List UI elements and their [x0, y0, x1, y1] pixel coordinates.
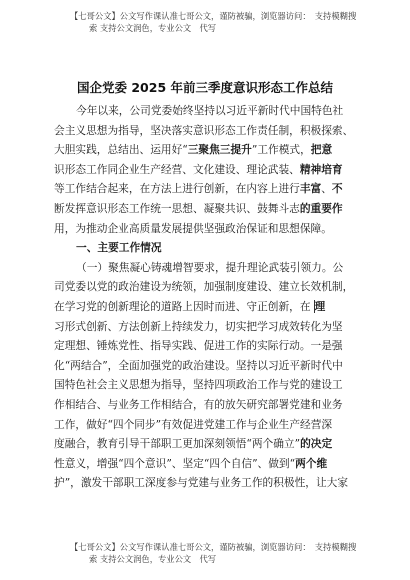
text-line: 护”，激发干部职工深度参与党建与业务工作的积极性，让大家 — [54, 476, 349, 490]
text-line: 用，为推动企业高质量发展提供坚强政治保证和思想保障。 — [54, 221, 332, 235]
text-line: 等工作结合起来，在方法上进行创新，在内容上进行丰富、不 — [54, 182, 343, 196]
document-title: 国企党委 2025 年前三季度意识形态工作总结 — [77, 80, 333, 95]
watermark-banner-top — [70, 11, 370, 34]
text-line: 作相结合、与业务工作相结合，有的放矢研究部署党建和业务 — [54, 397, 343, 411]
text-line: 化“两结合”，全面加强党的政治建设。坚持以习近平新时代中 — [54, 358, 343, 372]
watermark-banner-bottom — [70, 542, 370, 565]
text-line: 大胆实践，总结出、运用好“三聚焦三提升”工作模式，把意 — [54, 143, 333, 157]
text-line: 性意义，增强“四个意识”、坚定“四个自信”、做到“两个维 — [54, 456, 328, 470]
text-line: 定理想、锤炼党性、指导实践、促进工作的实际行动。一是强 — [54, 339, 343, 353]
section-heading: 一、主要工作情况 — [76, 241, 162, 255]
text-line: 度融合，教育引导干部职工更加深刻领悟“两个确立”的决定 — [54, 437, 333, 451]
text-line: 识形态工作同企业生产经营、文化建设、理论武装、精神培育 — [54, 162, 343, 176]
banner-line: 【七哥公文】公文写作课认准七哥公文，谨防被骗，浏览器访问： 支持模糊搜 — [70, 11, 357, 21]
text-line: 司党委以党的政治建设为统领，加强制度建设、建立长效机制， — [54, 280, 354, 294]
text-line: （一）聚焦凝心铸魂增智要求，提升理论武装引领力。公 — [76, 260, 344, 274]
banner-line: 索 支持公文润色，专业公文 代写 — [89, 22, 217, 33]
banner-line: 索 支持公文润色，专业公文 代写 — [89, 553, 217, 564]
document-body — [54, 101, 370, 493]
text-line: 习形式创新、方法创新上持续发力，切实把学习成效转化为坚 — [54, 319, 343, 333]
text-line: 断发挥意识形态工作统一思想、凝聚共识、鼓舞斗志的重要作 — [54, 201, 343, 215]
text-line: 在学习党的创新理论的道路上因时而进、守正创新，在 理 — [54, 299, 326, 313]
cursor-marked-char: 理 — [314, 299, 326, 313]
banner-line: 【七哥公文】公文写作课认准七哥公文，谨防被骗，浏览器访问： 支持模糊搜 — [70, 542, 357, 552]
text-line: 会主义思想为指导，坚决落实意识形态工作责任制，积极探索、 — [54, 123, 354, 137]
text-line: 国特色社会主义思想为指导，坚持四项政治工作与党的建设工 — [54, 378, 343, 392]
text-line: 工作，做好“四个同步”有效促进党建工作与企业生产经营深 — [54, 417, 333, 431]
text-line: 今年以来，公司党委始终坚持以习近平新时代中国特色社 — [76, 104, 344, 117]
